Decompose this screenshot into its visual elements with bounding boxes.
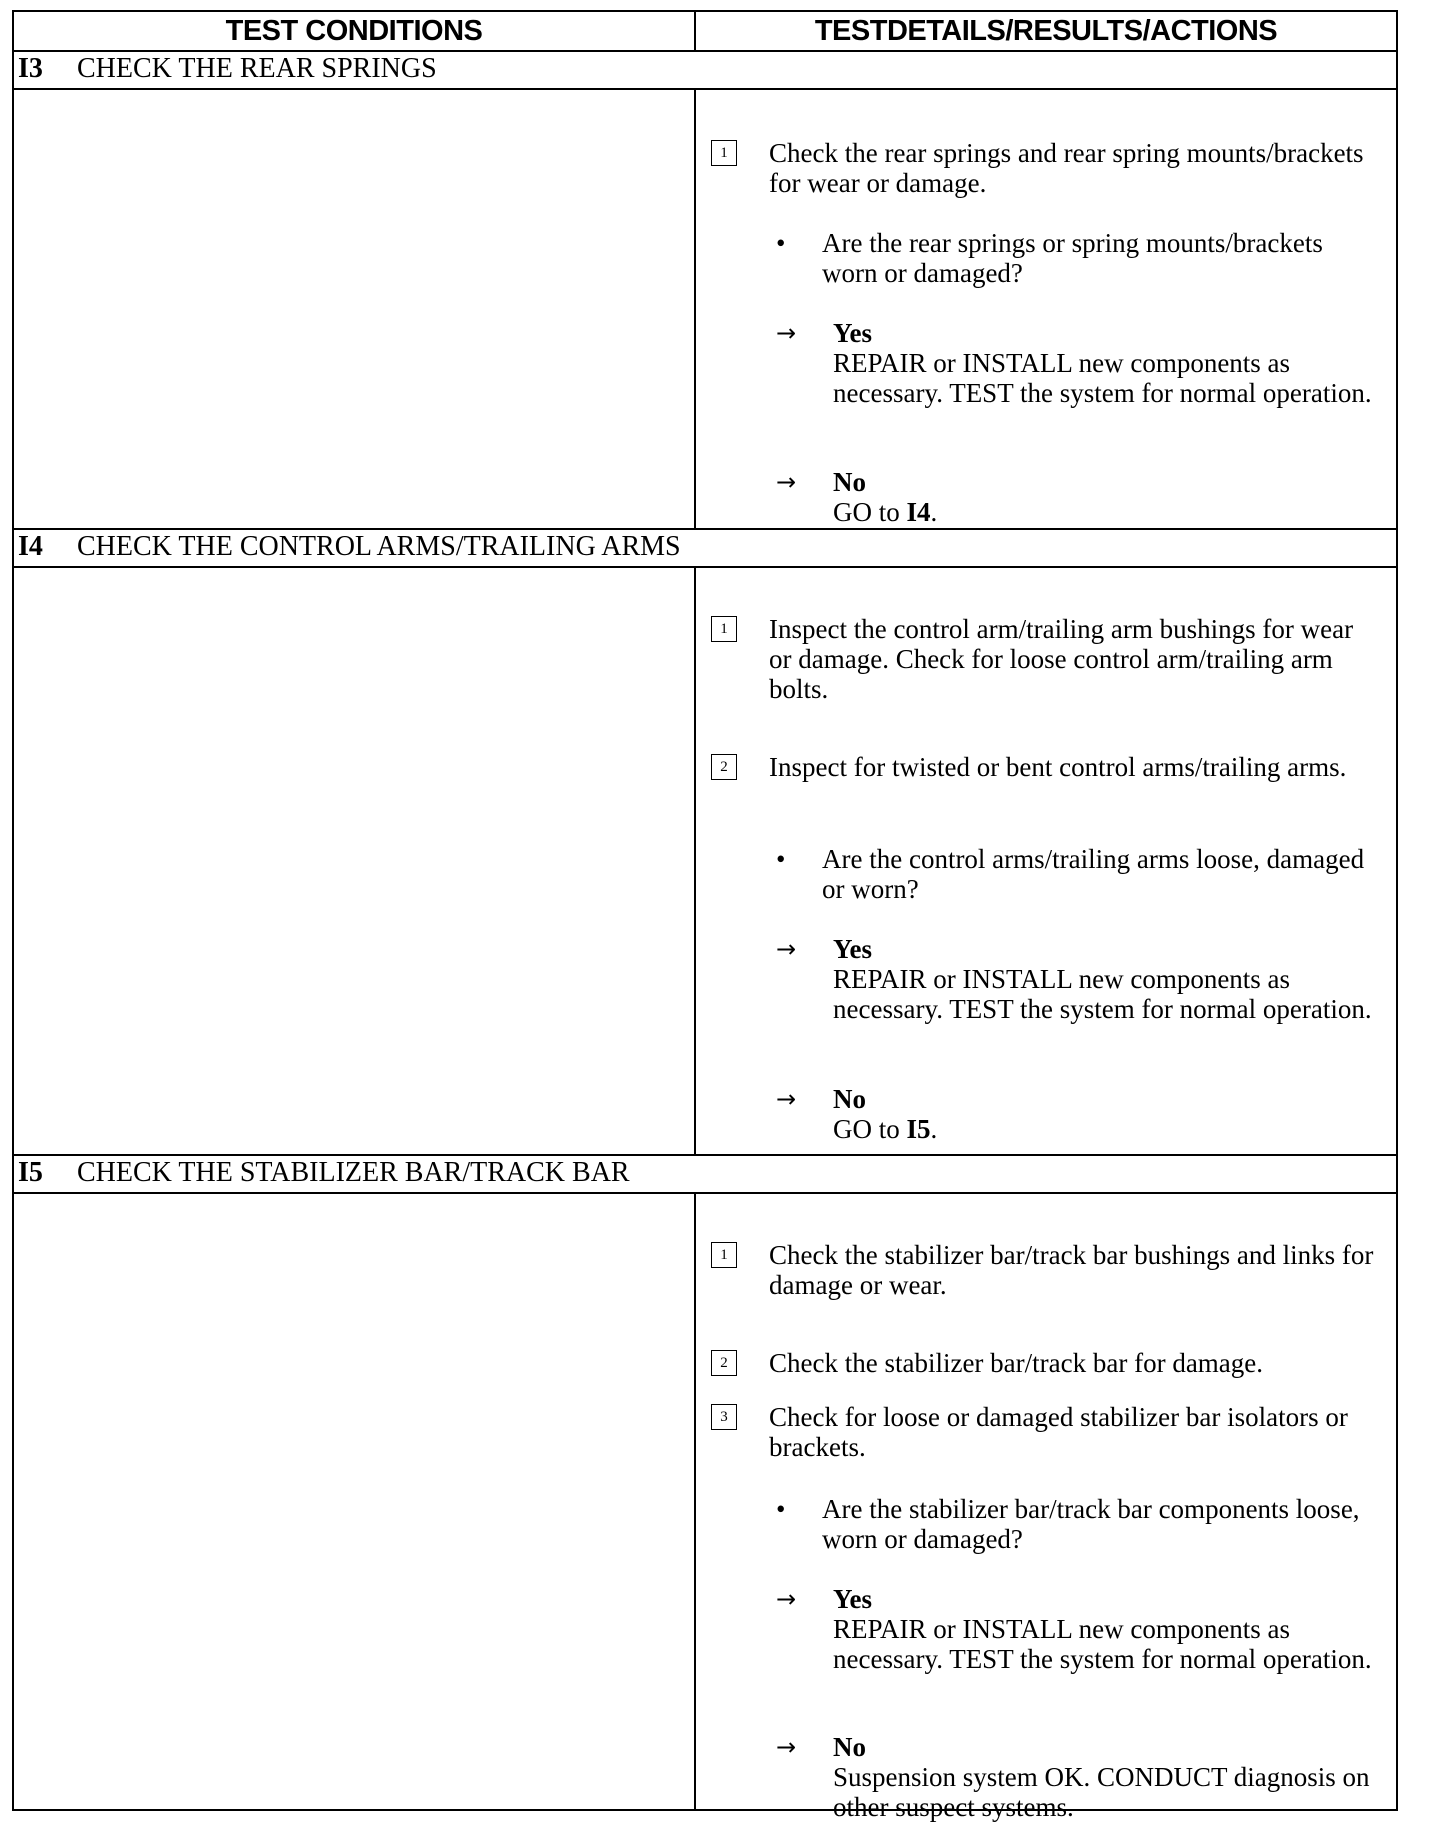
header-test-conditions: TEST CONDITIONS [225,15,483,47]
question-text: Are the stabilizer bar/track bar components loose, worn or damaged? [822,1494,1360,1554]
section-id: I5 [18,1157,43,1188]
section-heading: CHECK THE CONTROL ARMS/TRAILING ARMS [77,531,681,562]
step-number-box: 3 [711,1404,737,1430]
bullet-icon: • [776,228,786,258]
step-text: Inspect the control arm/trailing arm bushings for wear or damage. Check for loose control arm/trailing arm bolts. [769,614,1354,704]
arrow-right-icon: → [776,1585,797,1613]
answer-label: Yes [833,1584,872,1614]
arrow-right-icon: → [776,319,797,347]
answer-suffix: . [930,497,938,527]
step-number-box: 1 [711,140,737,166]
column-divider [694,1194,696,1811]
section-title-i4 [14,528,1396,568]
bullet-icon: • [776,844,786,874]
answer-prefix: GO to [833,1114,907,1144]
column-divider [694,90,696,530]
section-heading: CHECK THE REAR SPRINGS [77,53,437,84]
section-title-i5 [14,1154,1396,1194]
answer-text: REPAIR or INSTALL new components as necessary. TEST the system for normal operation. [833,348,1372,408]
column-divider [694,12,696,52]
section-heading: CHECK THE STABILIZER BAR/TRACK BAR [77,1157,630,1188]
answer-ref: I5 [906,1114,931,1144]
step-text: Check the stabilizer bar/track bar for damage. [769,1348,1264,1378]
answer-prefix: GO to [833,497,907,527]
diagnostic-table [12,10,1398,1822]
step-number-box: 2 [711,1350,737,1376]
question-text: Are the rear springs or spring mounts/brackets worn or damaged? [822,228,1323,288]
table-header [14,12,1396,52]
answer-label: No [833,1732,866,1762]
step-number-box: 1 [711,616,737,642]
answer-text [833,1114,1373,1144]
answer-label: No [833,467,866,497]
step-number-box: 1 [711,1242,737,1268]
question-text: Are the control arms/trailing arms loose, damaged or worn? [822,844,1365,904]
answer-text: Suspension system OK. CONDUCT diagnosis on other suspect systems. [833,1762,1370,1822]
step-text: Check for loose or damaged stabilizer bar isolators or brackets. [769,1402,1348,1462]
arrow-right-icon: → [776,468,797,496]
section-id: I4 [18,531,43,562]
step-text: Check the stabilizer bar/track bar bushings and links for damage or wear. [769,1240,1374,1300]
answer-label: No [833,1084,866,1114]
header-test-details: TESTDETAILS/RESULTS/ACTIONS [814,15,1278,47]
bullet-icon: • [776,1494,786,1524]
step-text: Check the rear springs and rear spring mounts/brackets for wear or damage. [769,138,1364,198]
answer-label: Yes [833,318,872,348]
section-title-i3 [14,50,1396,90]
answer-suffix: . [930,1114,938,1144]
step-number-box: 2 [711,754,737,780]
answer-text: REPAIR or INSTALL new components as necessary. TEST the system for normal operation. [833,1614,1372,1674]
arrow-right-icon: → [776,1733,797,1761]
column-divider [694,568,696,1156]
arrow-right-icon: → [776,1085,797,1113]
answer-text: REPAIR or INSTALL new components as necessary. TEST the system for normal operation. [833,964,1372,1024]
answer-ref: I4 [906,497,931,527]
answer-label: Yes [833,934,872,964]
step-text: Inspect for twisted or bent control arms/trailing arms. [769,752,1347,782]
answer-text [833,497,1373,527]
arrow-right-icon: → [776,935,797,963]
section-id: I3 [18,53,43,84]
